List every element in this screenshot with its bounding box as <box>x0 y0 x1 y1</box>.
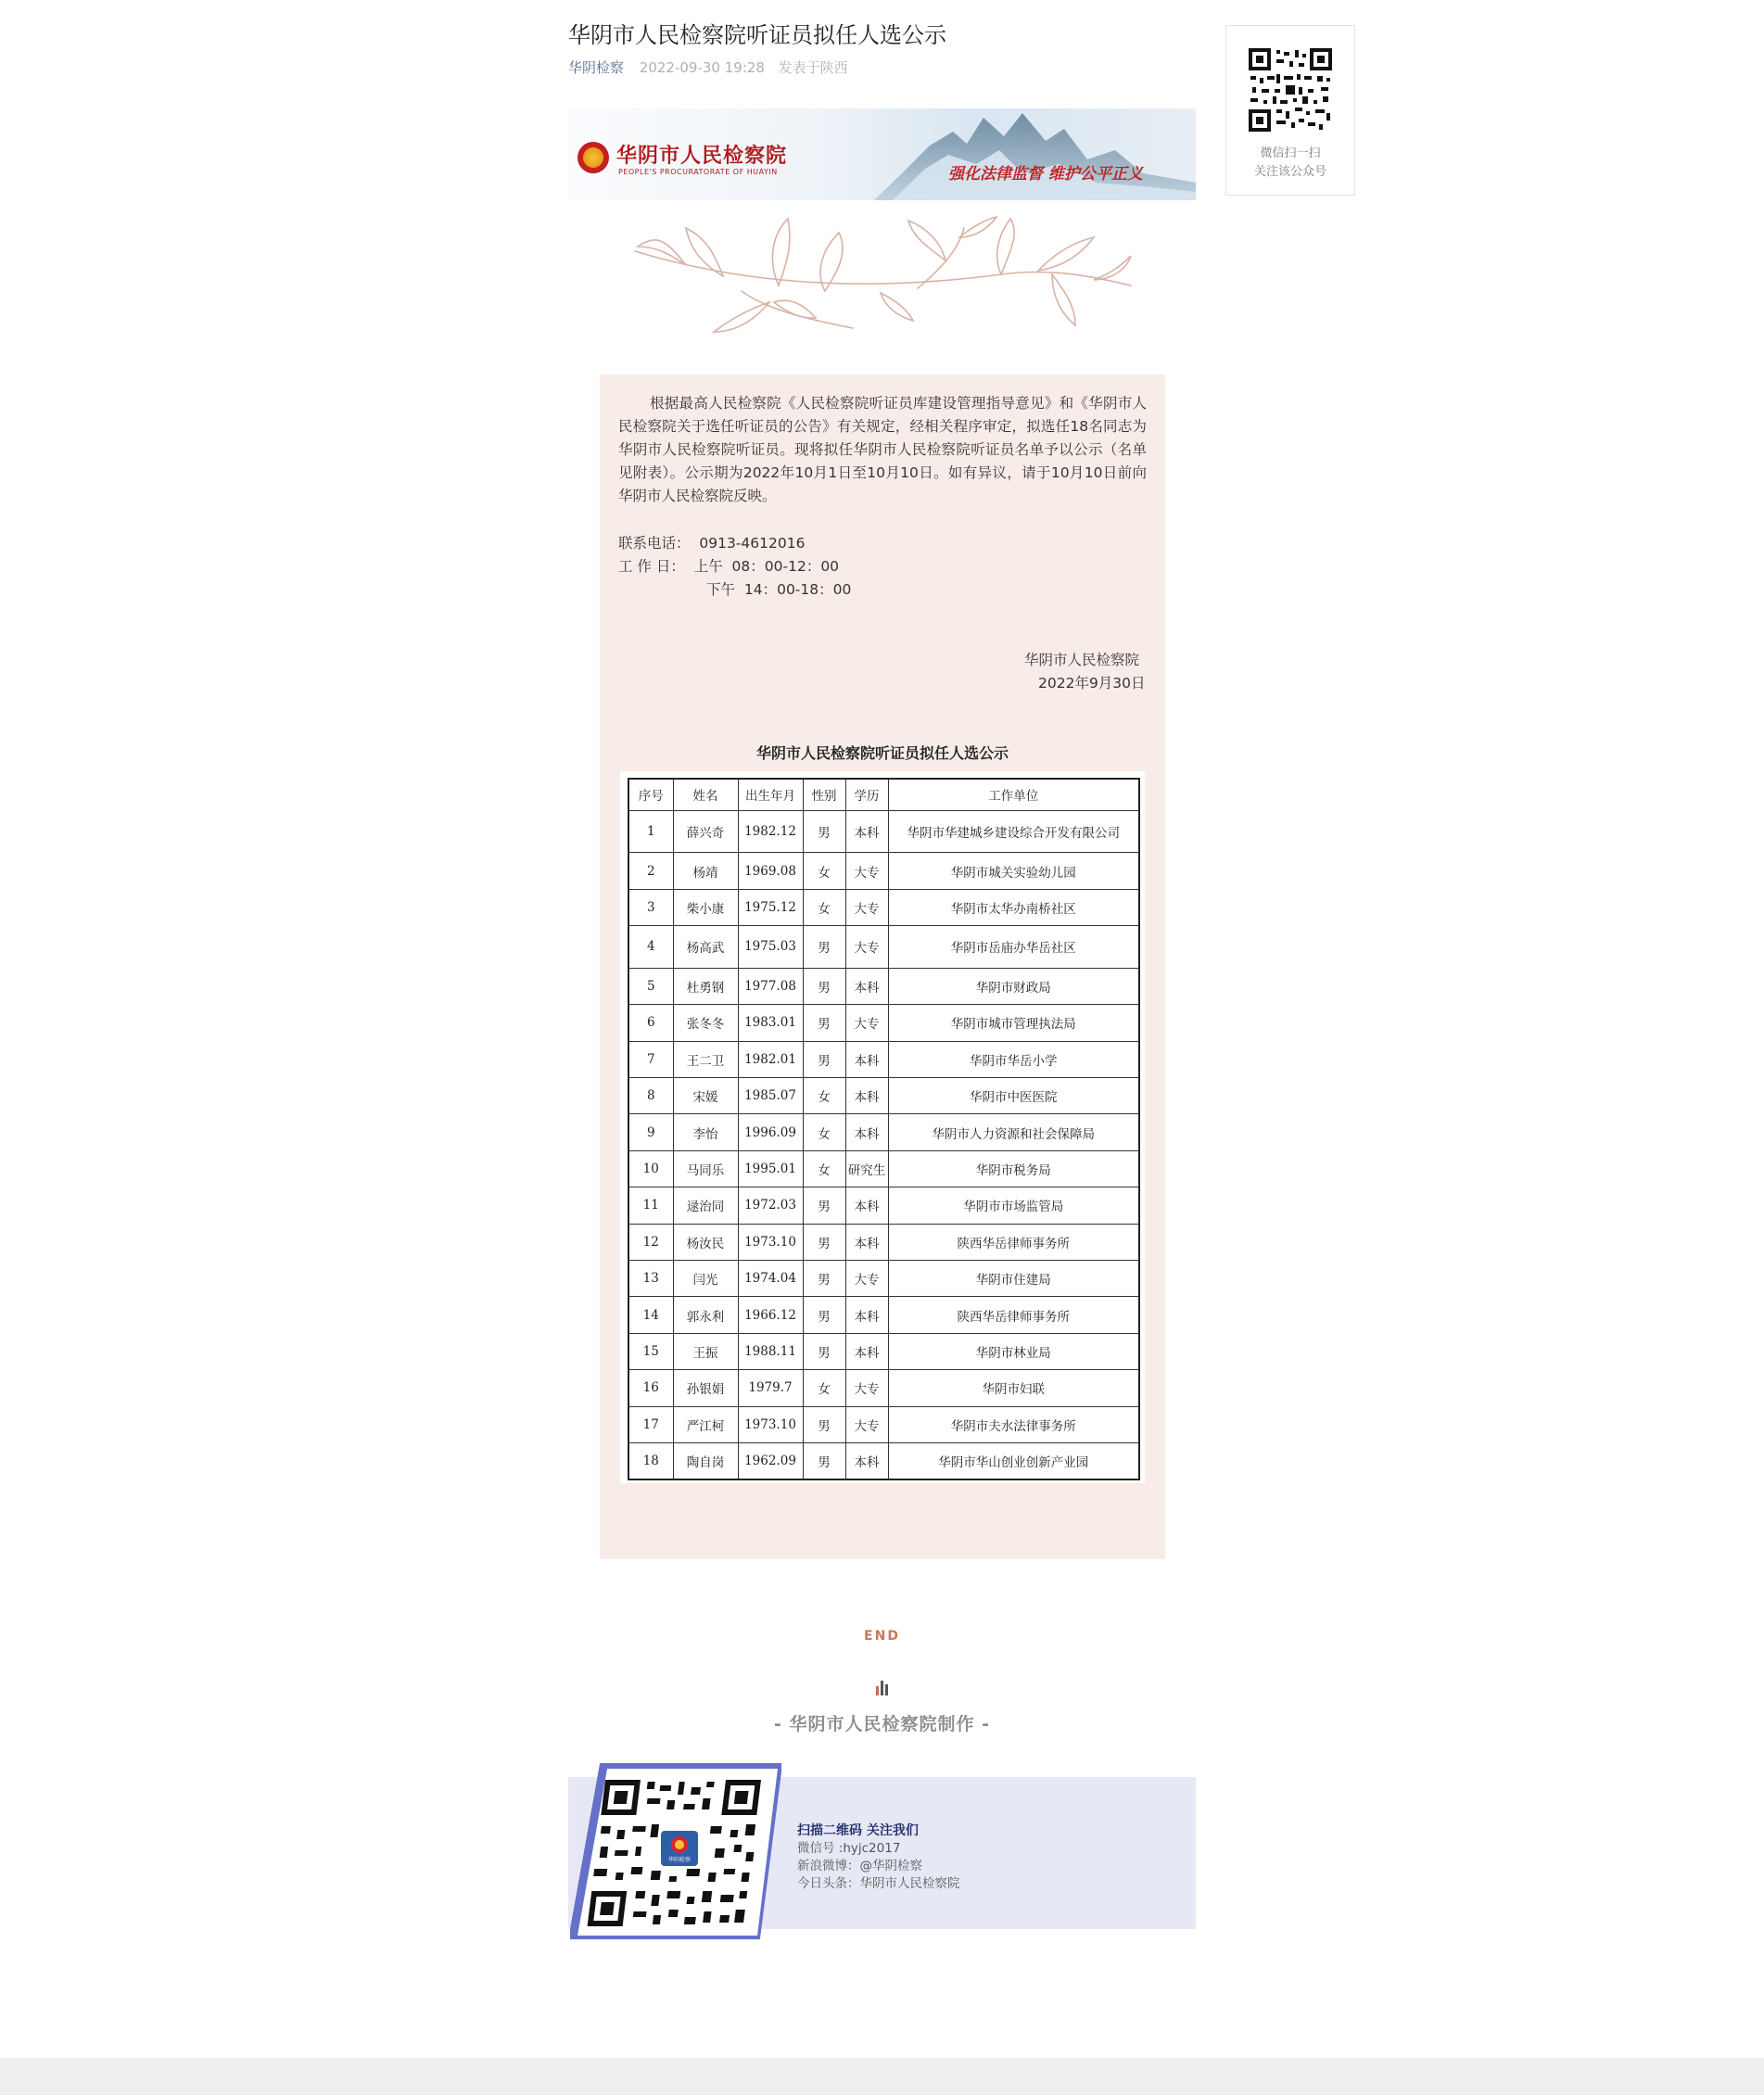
table-cell: 1983.01 <box>738 1005 803 1041</box>
table-row <box>628 1041 1139 1077</box>
table-row <box>628 1005 1139 1041</box>
table-cell: 华阴市市场监管局 <box>888 1187 1139 1224</box>
table-header-row <box>628 779 1139 810</box>
table-row <box>628 1187 1139 1224</box>
table-row <box>628 889 1139 925</box>
table-cell: 华阴市华岳小学 <box>888 1041 1139 1077</box>
table-cell: 大专 <box>845 1005 888 1041</box>
table-cell: 1972.03 <box>738 1187 803 1224</box>
table-cell: 3 <box>628 889 673 925</box>
table-cell: 杨靖 <box>673 853 738 889</box>
footer-scan-heading: 扫描二维码 关注我们 <box>797 1823 919 1838</box>
mountain-illustration <box>874 108 1196 200</box>
table-cell: 本科 <box>845 1297 888 1333</box>
banner-org-english: PEOPLE'S PROCURATORATE OF HUAYIN <box>618 168 778 176</box>
footer-wechat-id: 微信号 :hyjc2017 <box>797 1841 901 1856</box>
table-cell: 女 <box>803 1150 845 1187</box>
table-cell: 本科 <box>845 1333 888 1369</box>
table-row <box>628 1406 1139 1442</box>
table-cell: 13 <box>628 1261 673 1297</box>
table-cell: 1979.7 <box>738 1370 803 1406</box>
table-cell: 女 <box>803 1078 845 1114</box>
table-cell: 1973.10 <box>738 1406 803 1442</box>
table-cell: 严江柯 <box>673 1406 738 1442</box>
table-cell: 1982.01 <box>738 1041 803 1077</box>
table-cell: 郭永利 <box>673 1297 738 1333</box>
table-cell: 1996.09 <box>738 1114 803 1150</box>
table-cell: 11 <box>628 1187 673 1224</box>
signature-org: 华阴市人民检察院 <box>1024 652 1140 668</box>
table-cell: 华阴市财政局 <box>888 968 1139 1004</box>
table-cell: 华阴市太华办南桥社区 <box>888 889 1139 925</box>
table-cell: 本科 <box>845 1224 888 1260</box>
table-cell: 1977.08 <box>738 968 803 1004</box>
table-cell: 1974.04 <box>738 1261 803 1297</box>
table-cell: 女 <box>803 853 845 889</box>
end-mark: END <box>864 1629 900 1644</box>
table-row <box>628 926 1139 969</box>
table-cell: 17 <box>628 1406 673 1442</box>
table-row <box>628 853 1139 889</box>
table-cell: 男 <box>803 1187 845 1224</box>
table-cell: 男 <box>803 810 845 853</box>
table-cell: 杜勇钢 <box>673 968 738 1004</box>
article-meta <box>568 57 848 77</box>
table-cell: 5 <box>628 968 673 1004</box>
table-cell: 李怡 <box>673 1114 738 1150</box>
table-cell: 华阴市林业局 <box>888 1333 1139 1369</box>
work-hours-afternoon: 下午 14：00-18：00 <box>706 581 852 598</box>
table-row <box>628 1261 1139 1297</box>
follow-qr-card <box>1225 25 1355 196</box>
table-cell: 华阴市华建城乡建设综合开发有限公司 <box>888 810 1139 853</box>
table-cell: 杨高武 <box>673 926 738 969</box>
table-cell: 男 <box>803 1261 845 1297</box>
table-cell: 1995.01 <box>738 1150 803 1187</box>
qr-caption-scan: 微信扫一扫 <box>1260 146 1321 160</box>
table-cell: 14 <box>628 1297 673 1333</box>
table-cell: 男 <box>803 926 845 969</box>
table-cell: 陕西华岳律师事务所 <box>888 1224 1139 1260</box>
roster-table <box>628 778 1140 1480</box>
table-cell: 大专 <box>845 926 888 969</box>
table-cell: 本科 <box>845 1443 888 1479</box>
table-cell: 男 <box>803 1224 845 1260</box>
table-cell: 马同乐 <box>673 1150 738 1187</box>
leaf-branch-ornament <box>630 210 1136 335</box>
table-cell: 女 <box>803 1114 845 1150</box>
table-cell: 1982.12 <box>738 810 803 853</box>
table-row <box>628 810 1139 853</box>
table-row <box>628 1443 1139 1479</box>
procuratorate-emblem-icon <box>577 142 609 173</box>
publish-datetime: 2022-09-30 19:28 <box>639 59 765 76</box>
footer-qr-code-icon[interactable] <box>570 1763 781 1941</box>
qr-center-badge <box>661 1831 698 1866</box>
qr-code-icon[interactable] <box>1249 48 1332 132</box>
table-header-cell: 性别 <box>803 779 845 810</box>
table-cell: 大专 <box>845 1261 888 1297</box>
table-cell: 16 <box>628 1370 673 1406</box>
banner-image <box>568 108 1196 200</box>
table-cell: 华阴市岳庙办华岳社区 <box>888 926 1139 969</box>
banner-org-name: 华阴市人民检察院 <box>616 144 788 168</box>
publish-location: 发表于陕西 <box>778 59 848 76</box>
table-cell: 宋媛 <box>673 1078 738 1114</box>
table-row <box>628 968 1139 1004</box>
table-cell: 1988.11 <box>738 1333 803 1369</box>
roster-table-image <box>620 771 1145 1483</box>
table-cell: 1962.09 <box>738 1443 803 1479</box>
table-cell: 男 <box>803 1443 845 1479</box>
table-cell: 华阴市华山创业创新产业园 <box>888 1443 1139 1479</box>
table-row <box>628 1297 1139 1333</box>
table-cell: 本科 <box>845 1114 888 1150</box>
signature-date: 2022年9月30日 <box>1038 675 1146 692</box>
table-cell: 1 <box>628 810 673 853</box>
table-cell: 7 <box>628 1041 673 1077</box>
bar-chart-icon <box>874 1681 891 1695</box>
table-cell: 男 <box>803 1297 845 1333</box>
table-row <box>628 1150 1139 1187</box>
footer-toutiao: 今日头条：华阴市人民检察院 <box>797 1876 960 1891</box>
table-title: 华阴市人民检察院听证员拟任人选公示 <box>755 744 1009 762</box>
table-cell: 6 <box>628 1005 673 1041</box>
table-cell: 王二卫 <box>673 1041 738 1077</box>
table-cell: 男 <box>803 1041 845 1077</box>
table-row <box>628 1333 1139 1369</box>
table-cell: 1975.03 <box>738 926 803 969</box>
table-header-cell: 工作单位 <box>888 779 1139 810</box>
footer-weibo: 新浪微博：@华阴检察 <box>797 1859 922 1873</box>
table-cell: 孙银娟 <box>673 1370 738 1406</box>
intro-paragraph: 根据最高人民检察院《人民检察院听证员库建设管理指导意见》和《华阴市人民检察院关于选任听证员的公告》有关规定，经相关程序审定，拟选任18名同志为华阴市人民检察院听证员。现将拟任华阴市人民检察院听证员名单予以公示（名单见附表）。公示期为2022年10月1日至10月10日。如有异议，请于10月10日前向华阴市人民检察院反映。 <box>618 395 1147 504</box>
table-cell: 4 <box>628 926 673 969</box>
table-cell: 大专 <box>845 853 888 889</box>
table-header-cell: 序号 <box>628 779 673 810</box>
table-cell: 薛兴奇 <box>673 810 738 853</box>
table-cell: 王振 <box>673 1333 738 1369</box>
table-header-cell: 出生年月 <box>738 779 803 810</box>
table-cell: 男 <box>803 968 845 1004</box>
table-cell: 9 <box>628 1114 673 1150</box>
footer-contact-info <box>797 1822 960 1893</box>
table-cell: 大专 <box>845 1406 888 1442</box>
table-row <box>628 1370 1139 1406</box>
table-cell: 本科 <box>845 1187 888 1224</box>
table-cell: 华阴市住建局 <box>888 1261 1139 1297</box>
table-cell: 男 <box>803 1406 845 1442</box>
table-cell: 陕西华岳律师事务所 <box>888 1297 1139 1333</box>
table-cell: 女 <box>803 1370 845 1406</box>
bottom-strip <box>0 2058 1764 2095</box>
table-cell: 本科 <box>845 1041 888 1077</box>
table-header-cell: 姓名 <box>673 779 738 810</box>
table-cell: 2 <box>628 853 673 889</box>
work-hours-morning: 工 作 日： 上午 08：00-12：00 <box>618 558 840 575</box>
table-cell: 男 <box>803 1333 845 1369</box>
table-cell: 1973.10 <box>738 1224 803 1260</box>
svg-text:华阴检察: 华阴检察 <box>667 1857 692 1863</box>
table-row <box>628 1114 1139 1150</box>
table-row <box>628 1224 1139 1260</box>
table-cell: 柴小康 <box>673 889 738 925</box>
table-cell: 大专 <box>845 889 888 925</box>
banner-motto: 强化法律监督 维护公平正义 <box>948 165 1143 184</box>
qr-caption-follow: 关注该公众号 <box>1253 165 1326 179</box>
table-cell: 研究生 <box>845 1150 888 1187</box>
table-cell: 男 <box>803 1005 845 1041</box>
table-cell: 逯治同 <box>673 1187 738 1224</box>
table-cell: 1975.12 <box>738 889 803 925</box>
table-cell: 12 <box>628 1224 673 1260</box>
table-cell: 10 <box>628 1150 673 1187</box>
account-link[interactable]: 华阴检察 <box>568 59 625 76</box>
table-cell: 8 <box>628 1078 673 1114</box>
table-cell: 大专 <box>845 1370 888 1406</box>
table-cell: 张冬冬 <box>673 1005 738 1041</box>
table-cell: 华阴市城关实验幼儿园 <box>888 853 1139 889</box>
table-cell: 18 <box>628 1443 673 1479</box>
table-cell: 华阴市妇联 <box>888 1370 1139 1406</box>
producer-credit: - 华阴市人民检察院制作 - <box>773 1714 990 1734</box>
table-cell: 华阴市税务局 <box>888 1150 1139 1187</box>
table-cell: 陶自岗 <box>673 1443 738 1479</box>
table-cell: 华阴市城市管理执法局 <box>888 1005 1139 1041</box>
table-header-cell: 学历 <box>845 779 888 810</box>
contact-phone: 联系电话： 0913-4612016 <box>618 535 806 552</box>
table-cell: 女 <box>803 889 845 925</box>
table-cell: 华阴市夫水法律事务所 <box>888 1406 1139 1442</box>
table-cell: 华阴市人力资源和社会保障局 <box>888 1114 1139 1150</box>
table-cell: 15 <box>628 1333 673 1369</box>
table-cell: 本科 <box>845 810 888 853</box>
table-cell: 本科 <box>845 1078 888 1114</box>
article-title: 华阴市人民检察院听证员拟任人选公示 <box>568 22 946 48</box>
table-cell: 1985.07 <box>738 1078 803 1114</box>
table-cell: 1969.08 <box>738 853 803 889</box>
table-row <box>628 1078 1139 1114</box>
table-cell: 1966.12 <box>738 1297 803 1333</box>
table-cell: 本科 <box>845 968 888 1004</box>
table-cell: 闫光 <box>673 1261 738 1297</box>
table-cell: 杨汝民 <box>673 1224 738 1260</box>
table-cell: 华阴市中医医院 <box>888 1078 1139 1114</box>
